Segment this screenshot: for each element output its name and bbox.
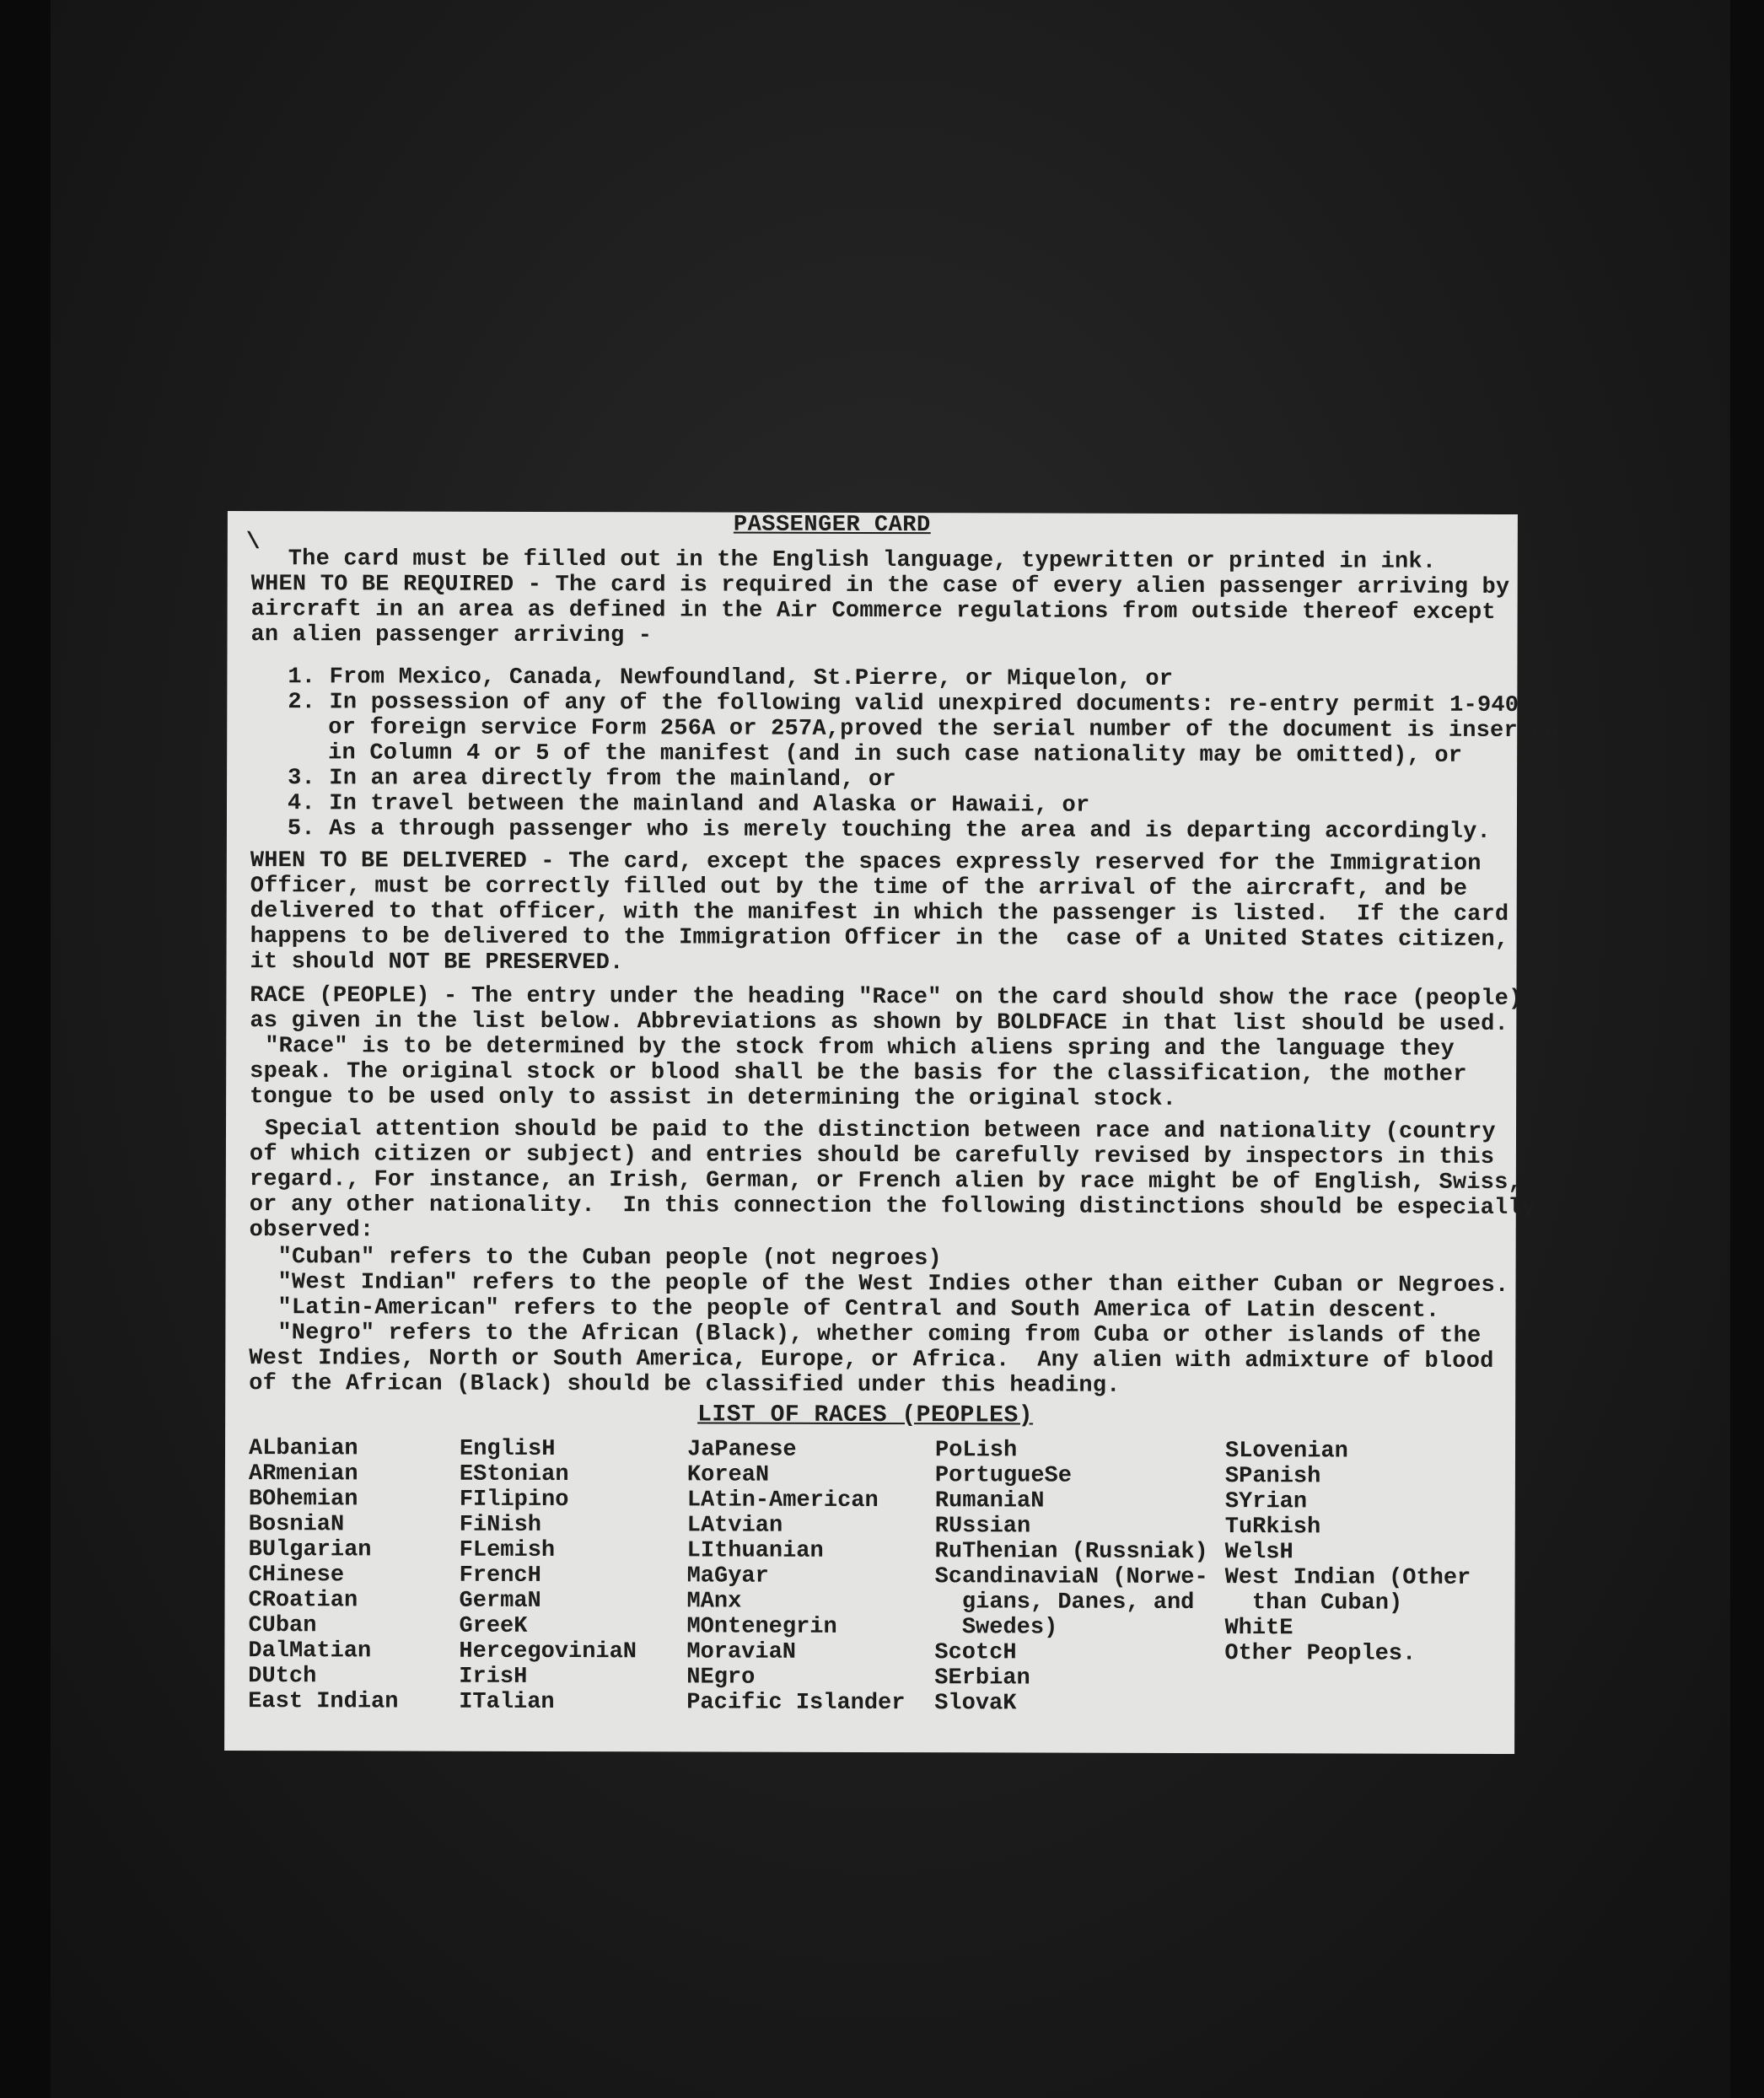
card-line: 4. In travel between the mainland and Alaska or Hawaii, or <box>287 791 1090 819</box>
races-column-2 <box>459 1437 637 1716</box>
race-entry: EStonian <box>459 1461 569 1488</box>
card-line: The card must be filled out in the English language, typewritten or printed in ink. <box>288 546 1437 575</box>
race-entry: SlovaK <box>934 1691 1017 1717</box>
races-list-title: LIST OF RACES (PEOPLES) <box>697 1401 1034 1429</box>
race-entry: MoraviaN <box>686 1639 797 1665</box>
race-entry: KoreaN <box>686 1462 770 1488</box>
race-entry: Other Peoples. <box>1224 1641 1417 1667</box>
race-entry: Pacific Islander <box>686 1690 906 1717</box>
card-line: or foreign service Form 256A or 257A,proved the serial number of the document is inserted <box>328 715 1560 745</box>
race-entry: FrencH <box>459 1563 541 1589</box>
race-entry: CHinese <box>248 1563 345 1589</box>
scan-edge-left <box>0 0 51 2098</box>
card-line: aircraft in an area as defined in the Air Commerce regulations from outside thereof except <box>250 597 1496 626</box>
card-line: tongue to be used only to assist in determining the original stock. <box>250 1084 1177 1112</box>
race-entry: ALbanian <box>248 1436 358 1462</box>
race-entry: LAtvian <box>686 1513 783 1539</box>
race-entry: FIlipino <box>459 1487 569 1514</box>
race-entry: ScandinaviaN (Norwe- <box>934 1564 1208 1591</box>
races-column-4 <box>934 1438 1208 1717</box>
scan-edge-right <box>1730 0 1764 2098</box>
card-line: observed: <box>249 1218 374 1244</box>
race-entry: than Cuban) <box>1224 1590 1403 1617</box>
race-entry: BUlgarian <box>248 1537 372 1563</box>
races-column-5 <box>1224 1439 1471 1667</box>
card-line: 3. In an area directly from the mainland, or <box>288 766 896 793</box>
race-entry: ITalian <box>459 1689 555 1716</box>
races-column-1 <box>248 1436 399 1714</box>
card-line: 2. In possession of any of the following valid unexpired documents: re-entry permit 1-940, <box>288 690 1533 719</box>
race-entry: GreeK <box>459 1613 528 1639</box>
races-column-3 <box>686 1437 906 1716</box>
race-entry: TuRkish <box>1224 1514 1321 1541</box>
race-entry: JaPanese <box>686 1437 797 1463</box>
card-line: or any other nationality. In this connection the following distinctions should be especially <box>249 1192 1536 1222</box>
race-entry: SLovenian <box>1224 1439 1348 1465</box>
race-entry: WhitE <box>1224 1616 1293 1642</box>
card-line: speak. The original stock or blood shall be the basis for the classification, the mother <box>250 1059 1467 1088</box>
race-entry: LIthuanian <box>686 1538 824 1564</box>
race-entry: West Indian (Other <box>1224 1565 1471 1591</box>
race-entry: FiNish <box>459 1512 542 1538</box>
race-entry: SYrian <box>1224 1489 1308 1515</box>
card-line: West Indies, North or South America, Europe, or Africa. Any alien with admixture of blood <box>249 1346 1494 1374</box>
race-entry: BOhemian <box>248 1487 358 1513</box>
card-line: of the African (Black) should be classified under this heading. <box>249 1371 1121 1399</box>
passenger-card <box>224 511 1560 1754</box>
race-entry: LAtin-American <box>686 1487 879 1514</box>
race-entry: RuThenian (Russniak) <box>934 1539 1208 1566</box>
card-line: Officer, must be correctly filled out by the time of the arrival of the aircraft, and be <box>250 874 1468 902</box>
race-entry: WelsH <box>1224 1540 1293 1566</box>
race-entry: Swedes) <box>934 1615 1058 1641</box>
card-line: happens to be delivered to the Immigration Officer in the case of a United States citizen, <box>250 924 1509 953</box>
card-line: Special attention should be paid to the distinction between race and nationality (country <box>264 1116 1496 1145</box>
card-line: WHEN TO BE DELIVERED - The card, except the spaces expressly reserved for the Immigration <box>250 848 1482 877</box>
card-line: regard., For instance, an Irish, German, or French alien by race might be of English, Swiss, <box>249 1167 1522 1197</box>
race-entry: DUtch <box>248 1664 317 1690</box>
race-entry: PortugueSe <box>934 1463 1073 1489</box>
card-line: it should NOT BE PRESERVED. <box>250 949 624 976</box>
card-line: an alien passenger arriving - <box>250 622 653 649</box>
race-entry: ARmenian <box>248 1461 358 1487</box>
card-line: "Latin-American" refers to the people of Central and South America of Latin descent. <box>277 1295 1440 1324</box>
race-entry: East Indian <box>248 1689 399 1715</box>
card-line: of which citizen or subject) and entries should be carefully revised by inspectors in this <box>249 1142 1495 1170</box>
card-line: as given in the list below. Abbreviations as shown by BOLDFACE in that list should be used. <box>250 1009 1509 1037</box>
card-line: delivered to that officer, with the manifest in which the passenger is listed. If the card <box>250 899 1509 928</box>
card-line: 1. From Mexico, Canada, Newfoundland, St.Pierre, or Miquelon, or <box>288 664 1174 692</box>
race-entry: BosniaN <box>248 1512 345 1538</box>
card-line: "Negro" refers to the African (Black), whether coming from Cuba or other islands of the <box>277 1321 1482 1349</box>
race-entry: FLemish <box>459 1537 556 1564</box>
card-line: RACE (PEOPLE) - The entry under the heading "Race" on the card should show the race (people) <box>250 983 1523 1013</box>
race-entry: MaGyar <box>686 1563 769 1590</box>
race-entry: MAnx <box>686 1589 742 1615</box>
race-entry: SErbian <box>934 1665 1030 1692</box>
race-entry: SPanish <box>1224 1464 1321 1490</box>
race-entry: RUssian <box>934 1514 1031 1540</box>
race-entry: CRoatian <box>248 1588 358 1614</box>
card-title: PASSENGER CARD <box>733 512 931 539</box>
card-line: "Cuban" refers to the Cuban people (not negroes) <box>277 1245 942 1272</box>
race-entry: GermaN <box>459 1588 541 1614</box>
race-entry: gians, Danes, and <box>934 1590 1195 1617</box>
race-entry: NEgro <box>686 1665 756 1691</box>
race-entry: RumaniaN <box>934 1488 1045 1514</box>
card-line: WHEN TO BE REQUIRED - The card is required in the case of every alien passenger arriving by <box>250 572 1510 600</box>
card-line: "Race" is to be determined by the stock from which aliens spring and the language they <box>265 1034 1455 1062</box>
race-entry: DalMatian <box>248 1638 372 1665</box>
race-entry: IrisH <box>459 1664 528 1690</box>
card-line: 5. As a through passenger who is merely touching the area and is departing accordingly. <box>287 816 1492 845</box>
race-entry: MOntenegrin <box>686 1614 837 1640</box>
tick-mark: \ <box>245 530 261 557</box>
card-line: in Column 4 or 5 of the manifest (and in such case nationality may be omitted), or <box>328 740 1463 769</box>
race-entry: HercegoviniaN <box>459 1638 637 1665</box>
race-entry: ScotcH <box>934 1640 1017 1666</box>
race-entry: CUban <box>248 1613 317 1639</box>
race-entry: EnglisH <box>459 1436 556 1463</box>
race-entry: PoLish <box>934 1438 1018 1464</box>
card-line: "West Indian" refers to the people of the West Indies other than either Cuban or Negroes. <box>277 1270 1509 1299</box>
